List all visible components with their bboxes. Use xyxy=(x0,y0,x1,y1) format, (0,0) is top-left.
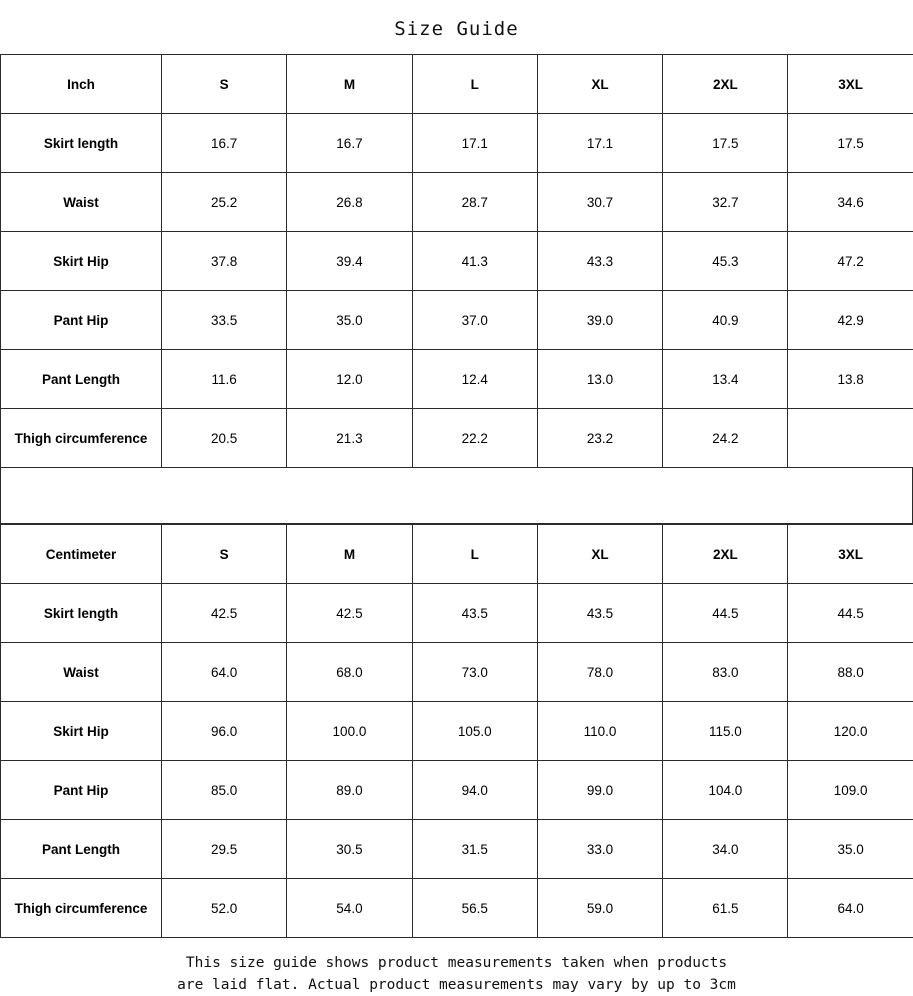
cell: 99.0 xyxy=(537,761,662,820)
size-header-l: L xyxy=(412,55,537,114)
table-row xyxy=(1,879,913,938)
cell: 64.0 xyxy=(788,879,913,938)
table-separator-row xyxy=(0,468,913,524)
cell: 94.0 xyxy=(412,761,537,820)
cell: 34.0 xyxy=(663,820,788,879)
table-row xyxy=(1,820,913,879)
table-row xyxy=(1,114,913,173)
cell: 73.0 xyxy=(412,643,537,702)
cell: 109.0 xyxy=(788,761,913,820)
size-header-s: S xyxy=(162,55,287,114)
footer-line-2: are laid flat. Actual product measurements may vary by up to 3cm xyxy=(0,974,913,996)
cell: 120.0 xyxy=(788,702,913,761)
size-header-xl: XL xyxy=(537,55,662,114)
cell: 35.0 xyxy=(287,291,412,350)
cell: 100.0 xyxy=(287,702,412,761)
cell: 104.0 xyxy=(663,761,788,820)
table-row xyxy=(1,584,913,643)
cell: 39.0 xyxy=(537,291,662,350)
cell: 44.5 xyxy=(663,584,788,643)
row-label: Thigh circumference xyxy=(1,879,162,938)
row-label: Pant Length xyxy=(1,350,162,409)
cell: 24.2 xyxy=(663,409,788,468)
cell: 41.3 xyxy=(412,232,537,291)
footer-line-1: This size guide shows product measurements taken when products xyxy=(0,952,913,974)
cell: 105.0 xyxy=(412,702,537,761)
cell: 56.5 xyxy=(412,879,537,938)
cell: 61.5 xyxy=(663,879,788,938)
cell: 47.2 xyxy=(788,232,913,291)
cell: 68.0 xyxy=(287,643,412,702)
cell: 39.4 xyxy=(287,232,412,291)
row-label: Pant Hip xyxy=(1,291,162,350)
table-header-row xyxy=(1,525,913,584)
cell: 13.4 xyxy=(663,350,788,409)
cell: 29.5 xyxy=(162,820,287,879)
row-label: Waist xyxy=(1,643,162,702)
table-header-row xyxy=(1,55,913,114)
row-label: Skirt Hip xyxy=(1,702,162,761)
table-row xyxy=(1,350,913,409)
cell: 83.0 xyxy=(663,643,788,702)
cell xyxy=(788,409,913,468)
cell: 43.5 xyxy=(537,584,662,643)
cell: 42.5 xyxy=(287,584,412,643)
row-label: Skirt Hip xyxy=(1,232,162,291)
size-header-l: L xyxy=(412,525,537,584)
size-header-2xl: 2XL xyxy=(663,55,788,114)
cell: 59.0 xyxy=(537,879,662,938)
table-row xyxy=(1,702,913,761)
cell: 42.9 xyxy=(788,291,913,350)
cell: 37.0 xyxy=(412,291,537,350)
cell: 45.3 xyxy=(663,232,788,291)
cell: 22.2 xyxy=(412,409,537,468)
size-header-m: M xyxy=(287,525,412,584)
cell: 64.0 xyxy=(162,643,287,702)
cell: 115.0 xyxy=(663,702,788,761)
cell: 52.0 xyxy=(162,879,287,938)
cell: 12.4 xyxy=(412,350,537,409)
cell: 13.0 xyxy=(537,350,662,409)
cell: 12.0 xyxy=(287,350,412,409)
table-row xyxy=(1,291,913,350)
cell: 21.3 xyxy=(287,409,412,468)
unit-label-inch: Inch xyxy=(1,55,162,114)
cell: 31.5 xyxy=(412,820,537,879)
cell: 25.2 xyxy=(162,173,287,232)
footer-note xyxy=(0,938,913,996)
cell: 42.5 xyxy=(162,584,287,643)
row-label: Thigh circumference xyxy=(1,409,162,468)
cell: 17.1 xyxy=(412,114,537,173)
cell: 17.5 xyxy=(788,114,913,173)
cell: 34.6 xyxy=(788,173,913,232)
row-label: Pant Length xyxy=(1,820,162,879)
cell: 37.8 xyxy=(162,232,287,291)
unit-label-centimeter: Centimeter xyxy=(1,525,162,584)
cell: 32.7 xyxy=(663,173,788,232)
cell: 28.7 xyxy=(412,173,537,232)
table-row xyxy=(1,643,913,702)
table-row xyxy=(1,409,913,468)
cell: 110.0 xyxy=(537,702,662,761)
cell: 13.8 xyxy=(788,350,913,409)
cell: 26.8 xyxy=(287,173,412,232)
size-header-3xl: 3XL xyxy=(788,525,913,584)
cell: 44.5 xyxy=(788,584,913,643)
cell: 43.3 xyxy=(537,232,662,291)
table-row xyxy=(1,761,913,820)
cell: 33.0 xyxy=(537,820,662,879)
size-table-centimeter xyxy=(0,524,913,938)
cell: 17.1 xyxy=(537,114,662,173)
cell: 16.7 xyxy=(162,114,287,173)
cell: 35.0 xyxy=(788,820,913,879)
row-label: Skirt length xyxy=(1,584,162,643)
cell: 43.5 xyxy=(412,584,537,643)
size-header-s: S xyxy=(162,525,287,584)
size-header-2xl: 2XL xyxy=(663,525,788,584)
cell: 16.7 xyxy=(287,114,412,173)
cell: 20.5 xyxy=(162,409,287,468)
size-table-inch xyxy=(0,54,913,468)
cell: 54.0 xyxy=(287,879,412,938)
cell: 17.5 xyxy=(663,114,788,173)
page-title: Size Guide xyxy=(0,0,913,54)
cell: 33.5 xyxy=(162,291,287,350)
cell: 78.0 xyxy=(537,643,662,702)
table-row xyxy=(1,173,913,232)
cell: 23.2 xyxy=(537,409,662,468)
row-label: Skirt length xyxy=(1,114,162,173)
row-label: Waist xyxy=(1,173,162,232)
cell: 88.0 xyxy=(788,643,913,702)
size-header-xl: XL xyxy=(537,525,662,584)
cell: 30.7 xyxy=(537,173,662,232)
cell: 96.0 xyxy=(162,702,287,761)
cell: 30.5 xyxy=(287,820,412,879)
table-row xyxy=(1,232,913,291)
size-header-3xl: 3XL xyxy=(788,55,913,114)
cell: 40.9 xyxy=(663,291,788,350)
row-label: Pant Hip xyxy=(1,761,162,820)
size-header-m: M xyxy=(287,55,412,114)
cell: 89.0 xyxy=(287,761,412,820)
cell: 11.6 xyxy=(162,350,287,409)
cell: 85.0 xyxy=(162,761,287,820)
